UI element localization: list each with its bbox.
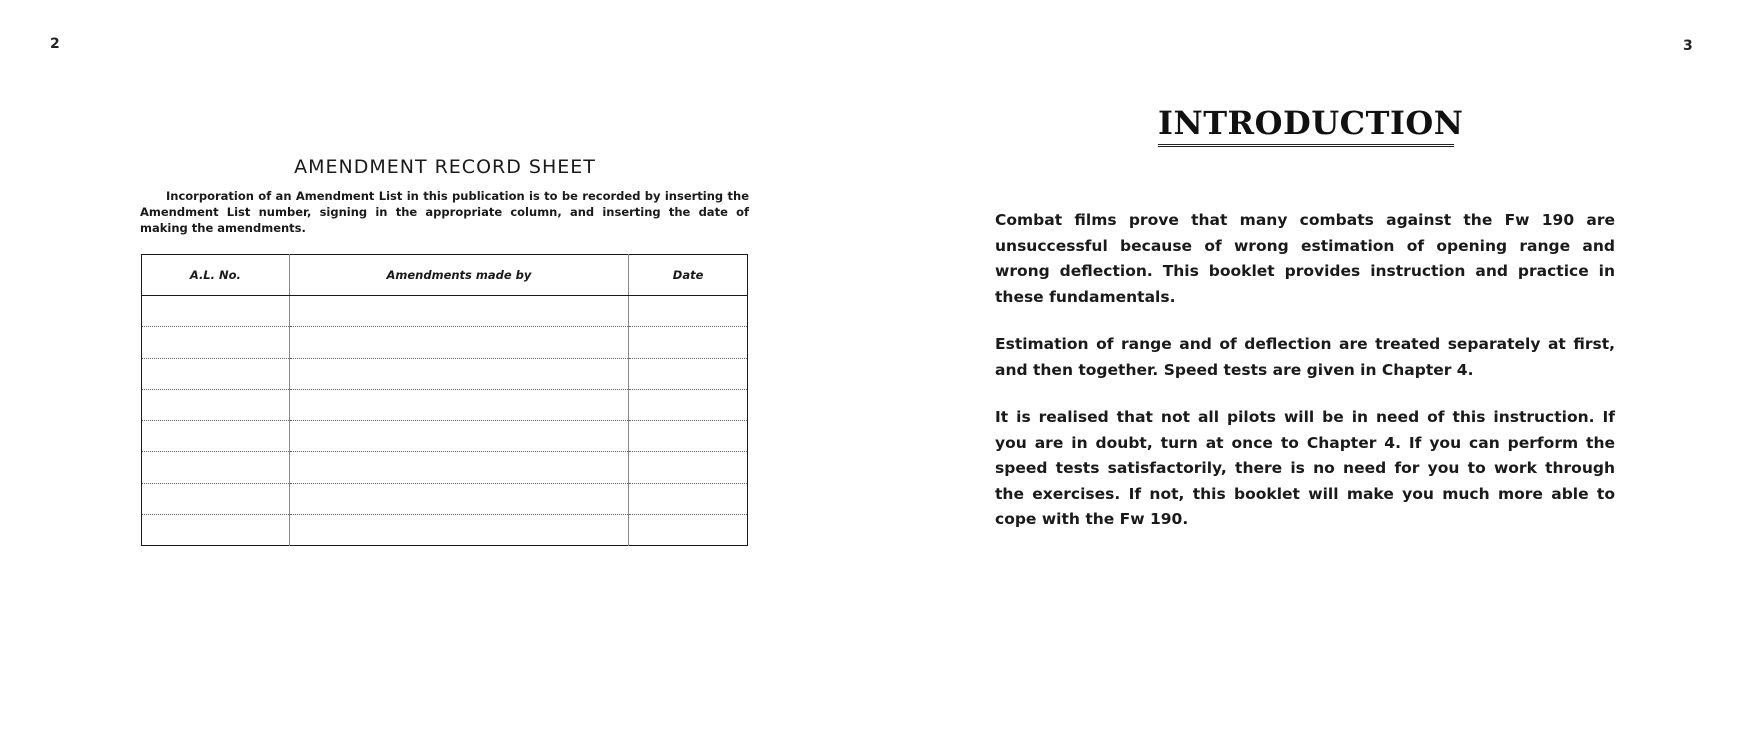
table-cell: [289, 421, 628, 452]
table-row: [142, 327, 748, 358]
table-cell: [629, 389, 748, 420]
table-cell: [142, 327, 290, 358]
table-cell: [142, 483, 290, 514]
table-cell: [289, 452, 628, 483]
table-cell: [289, 483, 628, 514]
table-cell: [142, 389, 290, 420]
table-cell: [142, 358, 290, 389]
table-row: [142, 358, 748, 389]
introduction-heading: INTRODUCTION: [1158, 104, 1454, 147]
table-cell: [289, 327, 628, 358]
amendment-record-title: AMENDMENT RECORD SHEET: [294, 156, 596, 178]
intro-paragraph: Estimation of range and of deflection are treated separately at first, and then together. Speed tests are given in Chapter 4.: [995, 335, 1615, 379]
table-cell: [142, 514, 290, 545]
amendment-record-table: [141, 254, 748, 546]
table-row: [142, 514, 748, 545]
amendment-instructions: Incorporation of an Amendment List in this publication is to be recorded by inserting the Amendment List number, signing in the appropriate column, and inserting the date of making the amendments.: [140, 189, 749, 235]
table-cell: [142, 296, 290, 327]
table-cell: [289, 514, 628, 545]
page-number-right: 3: [1683, 38, 1693, 54]
table-cell: [289, 389, 628, 420]
table-cell: [629, 483, 748, 514]
column-header-amendments-made-by: Amendments made by: [289, 255, 628, 296]
table-cell: [629, 358, 748, 389]
table-row: [142, 421, 748, 452]
table-cell: [142, 421, 290, 452]
table-cell: [142, 452, 290, 483]
column-header-al-no: A.L. No.: [142, 255, 290, 296]
introduction-body: [995, 208, 1615, 555]
table-row: [142, 389, 748, 420]
table-row: [142, 452, 748, 483]
table-cell: [629, 421, 748, 452]
table-cell: [289, 296, 628, 327]
table-row: [142, 483, 748, 514]
table-cell: [289, 358, 628, 389]
table-cell: [629, 296, 748, 327]
table-cell: [629, 327, 748, 358]
intro-paragraph: Combat films prove that many combats against the Fw 190 are unsuccessful because of wrong estimation of opening range and wrong deflection. This booklet provides instruction and practice in these fundamentals.: [995, 211, 1615, 306]
column-header-date: Date: [629, 255, 748, 296]
table-cell: [629, 452, 748, 483]
intro-paragraph: It is realised that not all pilots will be in need of this instruction. If you are in doubt, turn at once to Chapter 4. If you can perform the speed tests satisfactorily, there is no need for you to work through the exercises. If not, this booklet will make you much more able to cope with the Fw 190.: [995, 408, 1615, 528]
table-cell: [629, 514, 748, 545]
table-row: [142, 296, 748, 327]
page-number-left: 2: [50, 36, 60, 52]
table-header-row: [142, 255, 748, 296]
